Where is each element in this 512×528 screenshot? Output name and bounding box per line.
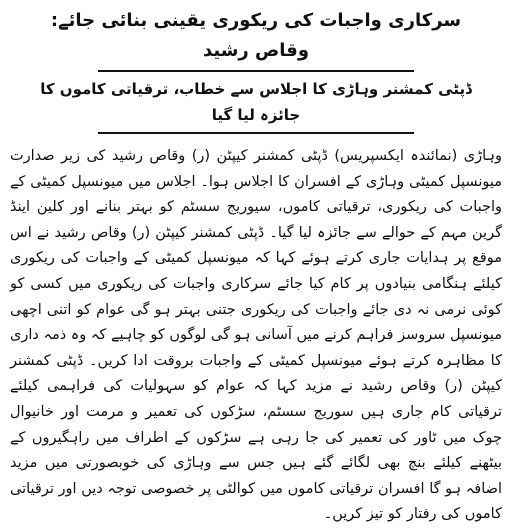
headline-divider [98, 70, 414, 72]
article-body: وہاڑی (نمائندہ ایکسپریس) ڈپٹی کمشنر کیپٹن (ر) وقاص رشید کی زیر صدارت میونسپل کمیٹی وہاڑی کے افسران کا اجلاس ہوا۔ اجلاس میں میونسپل کمیٹی کے واجبات کی ریکوری، ترقیاتی کاموں، سیوریج سسٹم کو بہتر بنانے اور کلین اینڈ گرین مہم کے حوالے سے جائزہ لیا گیا۔ ڈپٹی کمشنر کیپٹن (ر) وقاص رشید نے اس موقع پر ہدایات جاری کرتے ہوئے کہا کہ میونسپل کمیٹی کے واجبات کی ریکوری کیلئے ہنگامی بنیادوں پر کام کیا جائے سرکاری واجبات کی ریکوری میں کسی کو کوئی نرمی نہ دی جائے واجبات کی ریکوری جتنی بہتر ہو گی عوام کو اتنی اچھی میونسپل سروسز فراہم کرنے میں آسانی ہو گی لوگوں کو چاہیے کہ وہ ذمہ داری کا مظاہرہ کرتے ہوئے میونسپل کمیٹی کے واجبات بروقت ادا کریں۔ ڈپٹی کمشنر کیپٹن (ر) وقاص رشید نے مزید کہا کہ عوام کو سہولیات کی فراہمی کیلئے ترقیاتی کام جاری ہیں سوریج سسٹم، سڑکوں کی تعمیر و مرمت اور خانیوال چوک میں ٹاور کی تعمیر کی جا رہی ہے سڑکوں کے اطراف میں راہگیروں کے بیٹھنے کیلئے بنچ بھی لگائے گئے ہیں جس سے وہاڑی کی خوبصورتی میں مزید اضافہ ہو گا افسران ترقیاتی کاموں میں کوالٹی پر خصوصی توجہ دیں اور ترقیاتی کاموں کی رفتار کو تیز کریں۔ [10, 148, 502, 523]
sub-headline: ڈپٹی کمشنر وہاڑی کا اجلاس سے خطاب، ترقیاتی کاموں کا جائزہ لیا گیا [40, 80, 472, 124]
sub-headline-divider [98, 132, 414, 134]
headline: سرکاری واجبات کی ریکوری یقینی بنائی جائے: وقاص رشید [50, 10, 462, 61]
